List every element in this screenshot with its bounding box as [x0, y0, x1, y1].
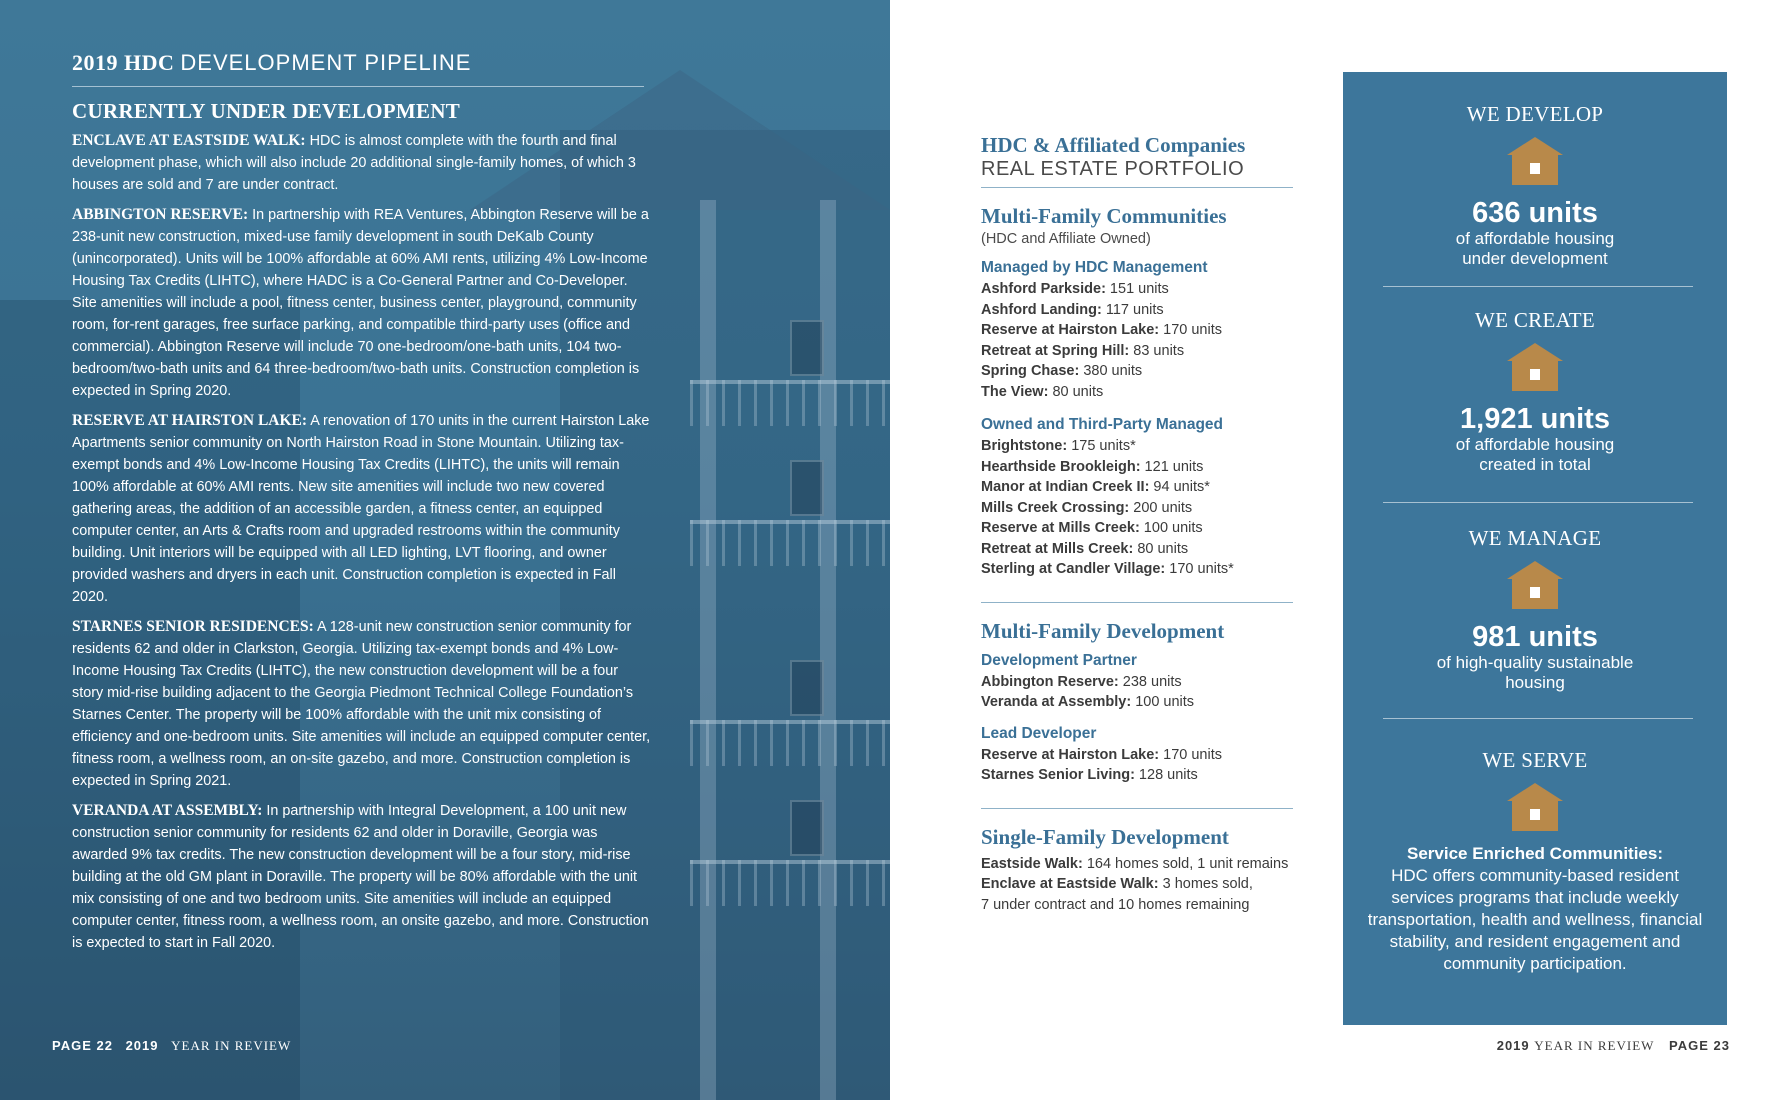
list-item: Spring Chase: 380 units — [981, 363, 1143, 379]
divider — [1383, 718, 1693, 719]
house-icon — [1507, 561, 1563, 617]
background-window — [790, 320, 824, 376]
background-window — [790, 800, 824, 856]
partner-heading: Development Partner — [981, 651, 1137, 669]
page-number: PAGE 23 — [1669, 1038, 1730, 1053]
list-item: Mills Creek Crossing: 200 units — [981, 499, 1193, 516]
paragraph-hairston — [72, 410, 652, 608]
paragraph-text: HDC is almost complete with the fourth and final development phase, which will also include 20 additional single-family homes, of which 3 houses are sold and 7 are under contract. — [72, 133, 636, 193]
list-item: Starnes Senior Living: 128 units — [981, 767, 1198, 783]
develop-units: 636 units — [1472, 197, 1598, 229]
create-desc-2: created in total — [1479, 455, 1591, 474]
manage-units: 981 units — [1472, 621, 1598, 653]
serve-heading: Service Enriched Communities: — [1406, 844, 1664, 863]
list-item: Veranda at Assembly: 100 units — [981, 694, 1195, 710]
paragraph-title: ENCLAVE AT EASTSIDE WALK: — [72, 132, 306, 149]
we-serve-block — [1343, 748, 1727, 975]
header-bold: 2019 HDC — [72, 50, 175, 75]
list-item: Hearthside Brookleigh: 121 units — [981, 458, 1204, 475]
paragraph-veranda — [72, 800, 652, 954]
paragraph-text: A 128-unit new construction senior community for residents 62 and older in Clarkston, Georgia. Utilizing tax-exempt bonds and 4% Low-Income Housing Tax Credits (LIHTC), the new construction development will be a four story mid-rise building adjacent to the Georgia Piedmont Technical College Foundation’s Starnes Center. The property will be 100% affordable with the unit mix consisting of efficiency and one-bedroom units. Site amenities will include an equipped computer center, fitness room, a wellness room, an on-site gazebo, and more. Construction completion is expected in Spring 2021. — [72, 619, 651, 789]
paragraph-text: In partnership with Integral Development, a 100 unit new construction senior community for residents 62 and older in Doraville, Georgia was awarded 9% tax credits. The new construction development will be a four story, mid-rise building at the old GM plant in Doraville. The property will be 80% affordable with the unit mix consisting of one and two bedroom units. Site amenities will include an equipped computer center, fitness room, a wellness room, an onsite gazebo, and more. Construction is expected to start in Fall 2020. — [72, 803, 649, 951]
mf-communities-heading: Multi-Family Communities — [981, 204, 1227, 228]
paragraph-text: In partnership with REA Ventures, Abbington Reserve will be a 238-unit new construction, mixed-use family development in south DeKalb County (unincorporated). Units will be 100% affordable at 60% AMI rents, utilizing 4% Low-Income Housing Tax Credits (LIHTC), where HADC is a Co-General Partner and Co-Developer. Site amenities will include a pool, fitness center, business center, playground, community room, for-rent garages, free surface parking, and compatible third-party uses (office and commercial). Abbington Reserve will include 70 one-bedroom/one-bath units, 104 two-bedroom/two-bath units and 64 three-bedroom/two-bath units. Construction completion is expected in Spring 2020. — [72, 207, 649, 399]
list-item: 7 under contract and 10 homes remaining — [981, 896, 1250, 913]
list-item: Retreat at Mills Creek: 80 units — [981, 540, 1189, 557]
paragraph-title: STARNES SENIOR RESIDENCES: — [72, 618, 314, 635]
footer-label: YEAR IN REVIEW — [1534, 1038, 1655, 1053]
footer-year: 2019 — [1496, 1038, 1530, 1053]
background-window — [790, 660, 824, 716]
paragraph-enclave — [72, 130, 652, 196]
lead-heading: Lead Developer — [981, 724, 1097, 742]
develop-desc-2: under development — [1462, 249, 1608, 268]
header-light: DEVELOPMENT PIPELINE — [180, 50, 472, 75]
third-party-heading: Owned and Third-Party Managed — [981, 416, 1223, 433]
list-item: Reserve at Hairston Lake: 170 units — [981, 322, 1222, 338]
list-item: Enclave at Eastside Walk: 3 homes sold, — [981, 876, 1253, 892]
list-item: Ashford Landing: 117 units — [981, 301, 1164, 318]
we-develop-title: WE DEVELOP — [1466, 102, 1604, 126]
we-manage-block — [1343, 526, 1727, 693]
list-item: The View: 80 units — [981, 383, 1104, 400]
paragraph-starnes — [72, 616, 652, 792]
managed-heading: Managed by HDC Management — [981, 259, 1208, 276]
create-desc-1: of affordable housing — [1455, 435, 1615, 454]
sf-development-heading: Single-Family Development — [981, 824, 1229, 849]
portfolio-subtitle: REAL ESTATE PORTFOLIO — [981, 158, 1293, 188]
paragraph-title: ABBINGTON RESERVE: — [72, 206, 249, 223]
paragraph-abbington — [72, 204, 652, 402]
paragraph-title: RESERVE AT HAIRSTON LAKE: — [72, 412, 308, 429]
list-item: Manor at Indian Creek II: 94 units* — [981, 479, 1210, 495]
we-create-title: WE CREATE — [1475, 308, 1595, 332]
we-develop-block — [1343, 102, 1727, 269]
divider — [1383, 286, 1693, 287]
stats-sidebar — [1343, 72, 1727, 1025]
paragraph-text: A renovation of 170 units in the current Hairston Lake Apartments senior community on North Hairston Road in Stone Mountain. Utilizing tax-exempt bonds and 4% Low-Income Housing Tax Credits (LIHTC), the units will remain 100% affordable at 60% AMI rents. New site amenities will include two new covered gathering areas, the addition of an accessible garden, a fitness center, an equipped computer center, an Arts & Crafts room and upgraded restrooms within the community building. Unit interiors will be equipped with all LED lighting, LVT flooring, and owner provided washers and dryers in each unit. Construction completion is expected in Fall 2020. — [72, 413, 650, 605]
develop-desc-1: of affordable housing — [1455, 229, 1615, 248]
footer-left — [52, 1038, 291, 1054]
mf-development-heading: Multi-Family Development — [981, 618, 1225, 643]
list-item: Retreat at Spring Hill: 83 units — [981, 342, 1185, 359]
manage-desc-2: housing — [1505, 673, 1565, 692]
list-item: Ashford Parkside: 151 units — [981, 281, 1169, 297]
we-create-block — [1343, 308, 1727, 475]
divider — [981, 808, 1293, 809]
background-window — [790, 460, 824, 516]
background-column — [700, 200, 716, 1100]
footer-label: YEAR IN REVIEW — [171, 1038, 292, 1053]
create-units: 1,921 units — [1460, 403, 1610, 435]
mf-communities-sub: (HDC and Affiliate Owned) — [981, 231, 1151, 247]
background-railing — [690, 860, 890, 906]
list-item: Reserve at Mills Creek: 100 units — [981, 520, 1203, 536]
page-number: PAGE 22 — [52, 1038, 113, 1053]
divider — [981, 602, 1293, 603]
manage-desc-1: of high-quality sustainable — [1436, 653, 1634, 672]
list-item: Brightstone: 175 units* — [981, 438, 1136, 454]
house-icon — [1507, 343, 1563, 399]
list-item: Reserve at Hairston Lake: 170 units — [981, 746, 1222, 763]
background-railing — [690, 520, 890, 566]
background-railing — [690, 380, 890, 426]
divider — [1383, 502, 1693, 503]
paragraph-title: VERANDA AT ASSEMBLY: — [72, 802, 263, 819]
page-header — [72, 50, 644, 87]
house-icon — [1507, 783, 1563, 839]
section-title: CURRENTLY UNDER DEVELOPMENT — [72, 99, 461, 123]
background-railing — [690, 720, 890, 766]
list-item: Eastside Walk: 164 homes sold, 1 unit remains — [981, 855, 1289, 872]
serve-text: HDC offers community-based resident services programs that include weekly transportation, health and wellness, financial stability, and resident engagement and community participation. — [1367, 866, 1703, 973]
house-icon — [1507, 137, 1563, 193]
we-serve-title: WE SERVE — [1482, 748, 1588, 772]
portfolio-title: HDC & Affiliated Companies — [981, 133, 1246, 157]
list-item: Abbington Reserve: 238 units — [981, 673, 1182, 690]
portfolio-column — [981, 133, 1311, 915]
we-manage-title: WE MANAGE — [1468, 526, 1602, 550]
left-content — [72, 50, 652, 962]
footer-year: 2019 — [125, 1038, 159, 1053]
footer-right — [1497, 1038, 1730, 1054]
list-item: Sterling at Candler Village: 170 units* — [981, 561, 1234, 577]
